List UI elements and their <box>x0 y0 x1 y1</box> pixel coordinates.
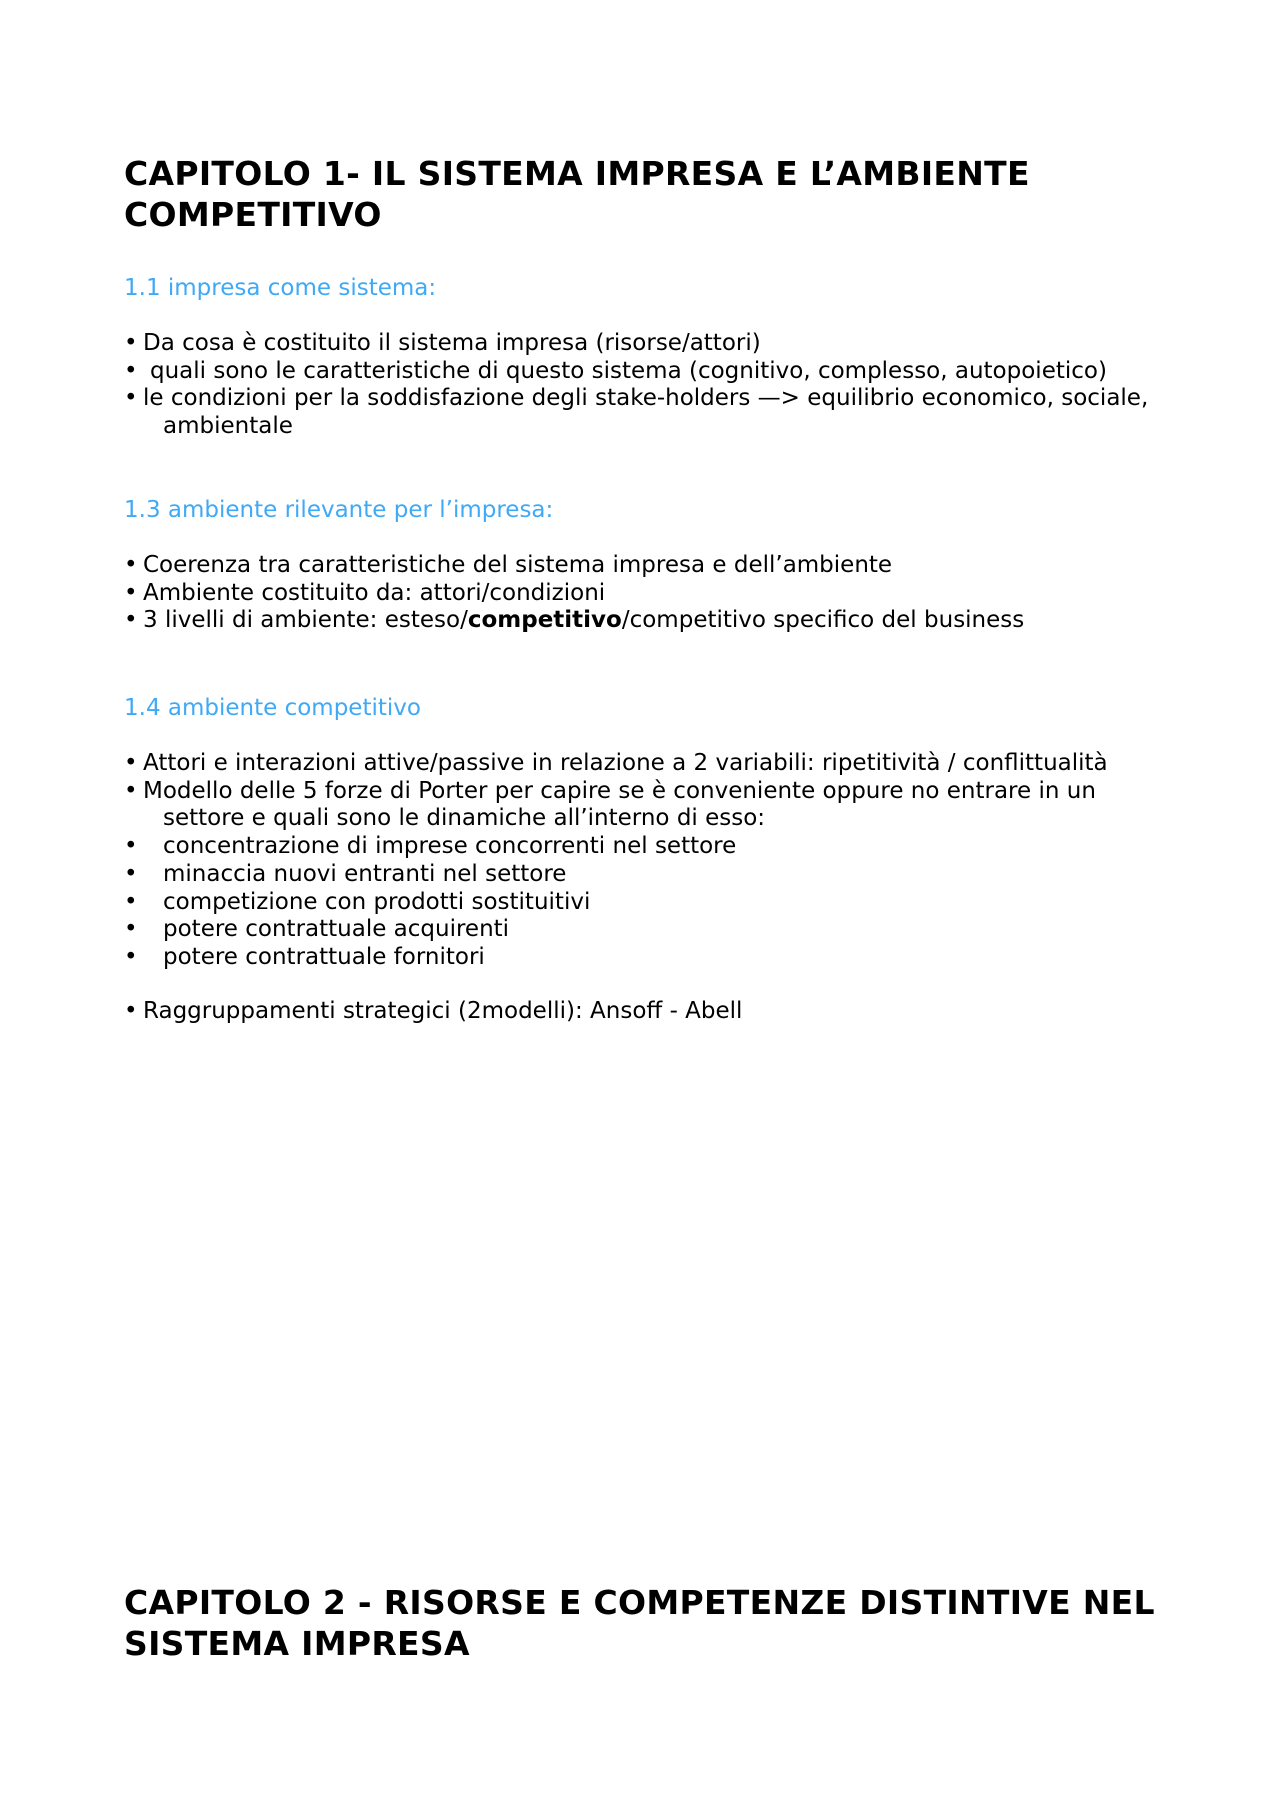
list-item <box>124 833 1184 861</box>
list-item <box>124 607 1184 635</box>
bullet-icon: • <box>124 579 138 606</box>
bullet-icon: • <box>124 916 138 943</box>
bullet-icon: • <box>124 385 138 412</box>
list-item-text: potere contrattuale acquirenti <box>163 916 510 943</box>
bullet-icon: • <box>124 777 138 804</box>
section-heading-1-1: 1.1 impresa come sistema: <box>124 275 437 301</box>
list-item <box>124 580 1184 608</box>
list-item <box>124 861 1184 889</box>
list-item-text: Ambiente costituito da: attori/condizioni <box>143 579 606 606</box>
list-item-text: Raggruppamenti strategici (2modelli): Ansoff - Abell <box>143 998 743 1024</box>
bullet-icon: • <box>124 943 138 970</box>
bullet-icon: • <box>124 998 138 1024</box>
list-item <box>124 358 1184 386</box>
list-item <box>124 552 1184 580</box>
list-item-text: potere contrattuale fornitori <box>163 943 485 970</box>
section-1-4-closing-list <box>124 998 1184 1026</box>
bullet-icon: • <box>124 552 138 578</box>
list-item-text-bold: competitivo <box>467 607 622 634</box>
section-1-1-list <box>124 330 1184 441</box>
list-item <box>124 778 1184 833</box>
list-item-text: Attori e interazioni attive/passive in relazione a 2 variabili: ripetitività / conflittualità <box>143 750 1108 776</box>
list-item <box>124 750 1184 778</box>
chapter-2-title: CAPITOLO 2 - RISORSE E COMPETENZE DISTINTIVE NEL SISTEMA IMPRESA <box>124 1583 1155 1663</box>
list-item <box>124 944 1184 972</box>
bullet-icon: • <box>124 833 138 860</box>
section-1-4-list <box>124 750 1184 972</box>
list-item-text: le condizioni per la soddisfazione degli stake-holders —> equilibrio economico, sociale, ambientale <box>143 385 1149 440</box>
list-item <box>124 385 1184 440</box>
bullet-icon: • <box>124 750 138 776</box>
list-item-text: quali sono le caratteristiche di questo sistema (cognitivo, complesso, autopoietico) <box>150 357 1107 384</box>
section-1-3-list <box>124 552 1184 635</box>
list-item <box>124 330 1184 358</box>
list-item-text: concentrazione di imprese concorrenti nel settore <box>163 833 737 860</box>
chapter-1-title: CAPITOLO 1- IL SISTEMA IMPRESA E L’AMBIENTE COMPETITIVO <box>124 154 1030 234</box>
section-heading-1-4: 1.4 ambiente competitivo <box>124 695 421 721</box>
list-item-text: Coerenza tra caratteristiche del sistema impresa e dell’ambiente <box>143 552 893 578</box>
list-item-text: Da cosa è costituito il sistema impresa (risorse/attori) <box>143 330 761 356</box>
bullet-icon: • <box>124 357 138 384</box>
bullet-icon: • <box>124 860 138 887</box>
list-item <box>124 916 1184 944</box>
bullet-icon: • <box>124 330 138 356</box>
list-item <box>124 998 1184 1026</box>
bullet-icon: • <box>124 888 138 915</box>
section-heading-1-3: 1.3 ambiente rilevante per l’impresa: <box>124 497 554 523</box>
list-item-text-prefix: 3 livelli di ambiente: esteso/ <box>143 607 468 634</box>
list-item-text: competizione con prodotti sostituitivi <box>163 888 591 915</box>
list-item <box>124 889 1184 917</box>
list-item-text: Modello delle 5 forze di Porter per capire se è conveniente oppure no entrare in un settore e quali sono le dinamiche all’interno di esso: <box>143 777 1096 832</box>
bullet-icon: • <box>124 607 138 634</box>
list-item-text-suffix: /competitivo specifico del business <box>621 607 1025 634</box>
list-item-text: minaccia nuovi entranti nel settore <box>163 860 567 887</box>
